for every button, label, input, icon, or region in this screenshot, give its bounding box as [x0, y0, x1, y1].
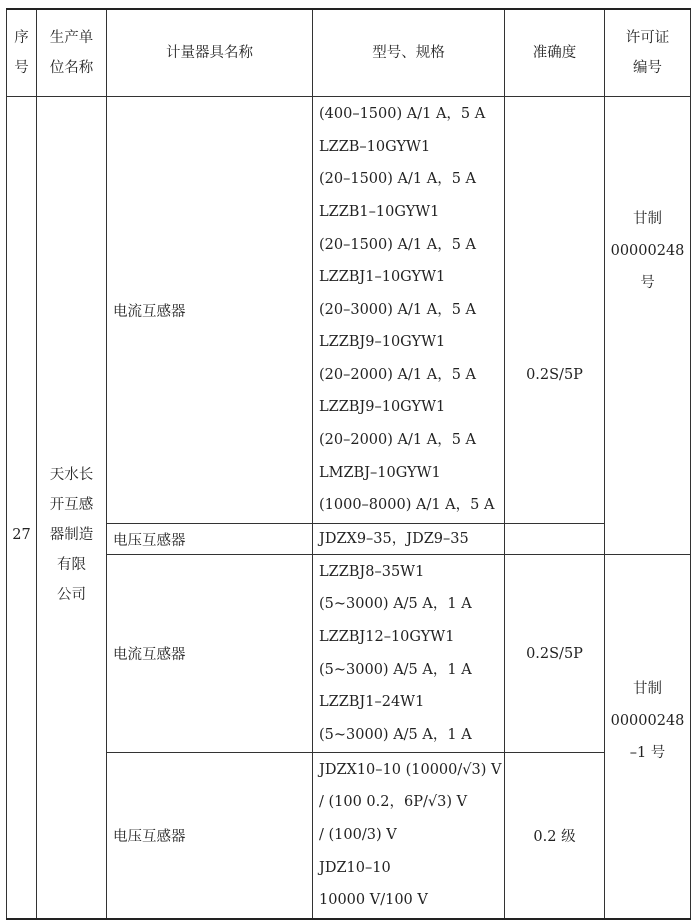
- table-row: [7, 753, 691, 919]
- header-row: [7, 9, 691, 97]
- spec-cell: JDZX10–10 (10000/√3) V / (100 0.2，6P/√3) V / (100/3) V JDZ10–10 10000 V/100 V: [313, 753, 505, 919]
- instrument-name-cell: 电流互感器: [107, 555, 313, 753]
- spec-cell: LZZBJ8–35W1 (5~3000) A/5 A，1 A LZZBJ12–10GYW1 (5~3000) A/5 A，1 A LZZBJ1–24W1 (5~3000) A/5 A，1 A: [313, 555, 505, 753]
- accuracy-cell: 0.2 级: [505, 753, 605, 919]
- spec-cell: (400–1500) A/1 A，5 A LZZB–10GYW1 (20–1500) A/1 A，5 A LZZB1–10GYW1 (20–1500) A/1 A，5 A LZZBJ1–10GYW1 (20–3000) A/1 A，5 A LZZBJ9–10GYW1 (20–2000) A/1 A，5 A LZZBJ9–10GYW1 (20–2000) A/1 A，5 A LMZBJ–10GYW1 (1000–8000) A/1 A，5 A: [313, 97, 505, 524]
- instrument-name-cell: 电压互感器: [107, 524, 313, 555]
- license-cell: 甘制 00000248 号: [605, 97, 691, 555]
- accuracy-cell: 0.2S/5P: [505, 555, 605, 753]
- instrument-name-cell: 电压互感器: [107, 753, 313, 919]
- instrument-name-cell: 电流互感器: [107, 97, 313, 524]
- license-cell: 甘制 00000248 –1 号: [605, 555, 691, 919]
- maker-cell: 天水长 开互感 器制造 有限 公司: [37, 97, 107, 919]
- table-row: [7, 524, 691, 555]
- header-instrument: 计量器具名称: [107, 9, 313, 97]
- table-row: [7, 97, 691, 524]
- accuracy-cell: [505, 524, 605, 555]
- accuracy-cell: 0.2S/5P: [505, 97, 605, 524]
- header-maker: 生产单 位名称: [37, 9, 107, 97]
- header-accuracy: 准确度: [505, 9, 605, 97]
- header-seq: 序 号: [7, 9, 37, 97]
- instrument-license-table: [6, 8, 691, 920]
- seq-cell: 27: [7, 97, 37, 919]
- header-model: 型号、规格: [313, 9, 505, 97]
- table-row: [7, 555, 691, 753]
- spec-cell: JDZX9–35，JDZ9–35: [313, 524, 505, 555]
- header-license: 许可证 编号: [605, 9, 691, 97]
